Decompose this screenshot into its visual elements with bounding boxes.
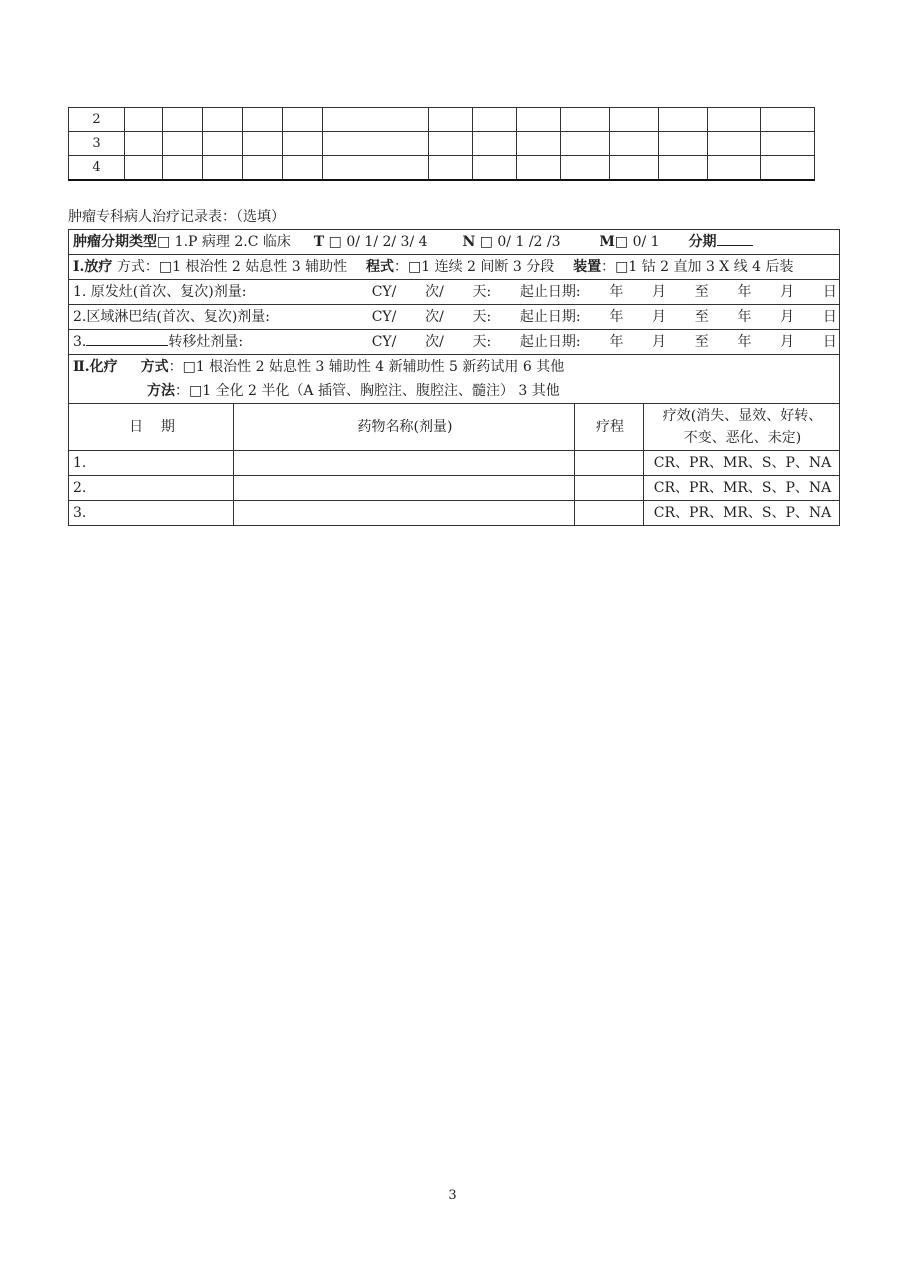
table-row (69, 132, 815, 156)
dose-label: 转移灶剂量: (168, 334, 244, 350)
year-label: 年 (737, 334, 752, 350)
chemo-header-row (69, 404, 840, 451)
days-label: 天: (472, 334, 492, 350)
day-label: 日 (822, 309, 837, 325)
staging-row (69, 230, 840, 255)
chemotherapy-label: Ⅱ.化疗 (73, 359, 118, 375)
year-label: 年 (737, 284, 752, 300)
times-label: 次/ (425, 284, 444, 300)
month-label: 月 (652, 309, 667, 325)
row-number: 3. (69, 501, 234, 526)
staging-label: 肿瘤分期类型 (73, 234, 157, 250)
chemotherapy-method-row (69, 379, 840, 404)
table-row (69, 476, 840, 501)
date-header: 日 期 (69, 404, 234, 451)
dose-label: 2.区域淋巴结(首次、复次)剂量: (73, 309, 270, 325)
device-options: ：□1 钴 2 直加 3 X 线 4 后装 (601, 259, 794, 275)
to-label: 至 (694, 334, 709, 350)
drug-header: 药物名称(剂量) (234, 404, 575, 451)
metastasis-site-blank[interactable] (86, 331, 168, 346)
course-cell[interactable] (575, 501, 644, 526)
days-label: 天: (472, 309, 492, 325)
times-label: 次/ (425, 334, 444, 350)
month-label: 月 (652, 284, 667, 300)
dose-label: 1. 原发灶(首次、复次)剂量: (73, 284, 247, 300)
radiotherapy-mode: 方式：□1 根治性 2 姑息性 3 辅助性 (116, 259, 348, 275)
drug-cell[interactable] (234, 451, 575, 476)
to-label: 至 (694, 284, 709, 300)
treatment-record-table (68, 229, 840, 526)
day-label: 日 (822, 284, 837, 300)
device-label: 装置 (573, 259, 602, 275)
month-label: 月 (652, 334, 667, 350)
date-range-label: 起止日期: (519, 309, 581, 325)
course-cell[interactable] (575, 451, 644, 476)
radiotherapy-header-row (69, 255, 840, 280)
course-cell[interactable] (575, 476, 644, 501)
effect-header (644, 404, 840, 451)
year-label: 年 (609, 334, 624, 350)
radiotherapy-row (69, 330, 840, 355)
m-label: M (599, 234, 615, 250)
n-options: □ 0/ 1 /2 /3 (479, 234, 561, 250)
effect-cell: CR、PR、MR、S、P、NA (644, 476, 840, 501)
month-label: 月 (780, 309, 795, 325)
m-options: □ 0/ 1 (614, 234, 660, 250)
staging-options: □ 1.P 病理 2.C 临床 (157, 234, 291, 250)
date-range-label: 起止日期: (519, 284, 581, 300)
drug-cell[interactable] (234, 476, 575, 501)
chemo-mode-options: ：□1 根治性 2 姑息性 3 辅助性 4 新辅助性 5 新药试用 6 其他 (168, 359, 565, 375)
month-label: 月 (780, 284, 795, 300)
year-label: 年 (609, 309, 624, 325)
radiotherapy-row (69, 280, 840, 305)
cy-label: CY/ (371, 284, 397, 300)
radiotherapy-label: Ⅰ.放疗 (73, 259, 113, 275)
year-label: 年 (737, 309, 752, 325)
row-prefix: 3. (73, 334, 87, 350)
table-row (69, 451, 840, 476)
table-row (69, 108, 815, 132)
year-label: 年 (609, 284, 624, 300)
effect-cell: CR、PR、MR、S、P、NA (644, 451, 840, 476)
chemotherapy-mode-row (69, 355, 840, 380)
page-number: 3 (448, 1188, 457, 1203)
radiotherapy-row (69, 305, 840, 330)
top-table (68, 107, 815, 181)
row-number: 2. (69, 476, 234, 501)
chemo-mode-label: 方式 (140, 359, 169, 375)
effect-cell: CR、PR、MR、S、P、NA (644, 501, 840, 526)
date-range-label: 起止日期: (519, 334, 581, 350)
table-row (69, 156, 815, 181)
month-label: 月 (780, 334, 795, 350)
cy-label: CY/ (371, 309, 397, 325)
table-row (69, 501, 840, 526)
course-header: 疗程 (575, 404, 644, 451)
chemo-method-options: ：□1 全化 2 半化（A 插管、胸腔注、腹腔注、髓注） 3 其他 (175, 383, 560, 399)
chemo-method-label: 方法 (147, 383, 175, 399)
stage-label: 分期 (688, 234, 717, 250)
row-number: 4 (69, 156, 125, 181)
t-options: □ 0/ 1/ 2/ 3/ 4 (328, 234, 428, 250)
day-label: 日 (822, 334, 837, 350)
row-number: 3 (69, 132, 125, 156)
row-number: 1. (69, 451, 234, 476)
to-label: 至 (694, 309, 709, 325)
effect-header-line: 疗效(消失、显效、好转、 (662, 408, 823, 424)
schedule-options: ：□1 连续 2 间断 3 分段 (394, 259, 555, 275)
stage-blank[interactable] (717, 231, 753, 246)
schedule-label: 程式 (366, 259, 394, 275)
n-label: N (462, 234, 476, 250)
row-number: 2 (69, 108, 125, 132)
days-label: 天: (472, 284, 492, 300)
section-caption: 肿瘤专科病人治疗记录表：（选填） (68, 209, 285, 225)
times-label: 次/ (425, 309, 444, 325)
t-label: T (313, 234, 325, 250)
cy-label: CY/ (371, 334, 397, 350)
drug-cell[interactable] (234, 501, 575, 526)
effect-header-line: 不变、恶化、未定) (683, 430, 802, 446)
